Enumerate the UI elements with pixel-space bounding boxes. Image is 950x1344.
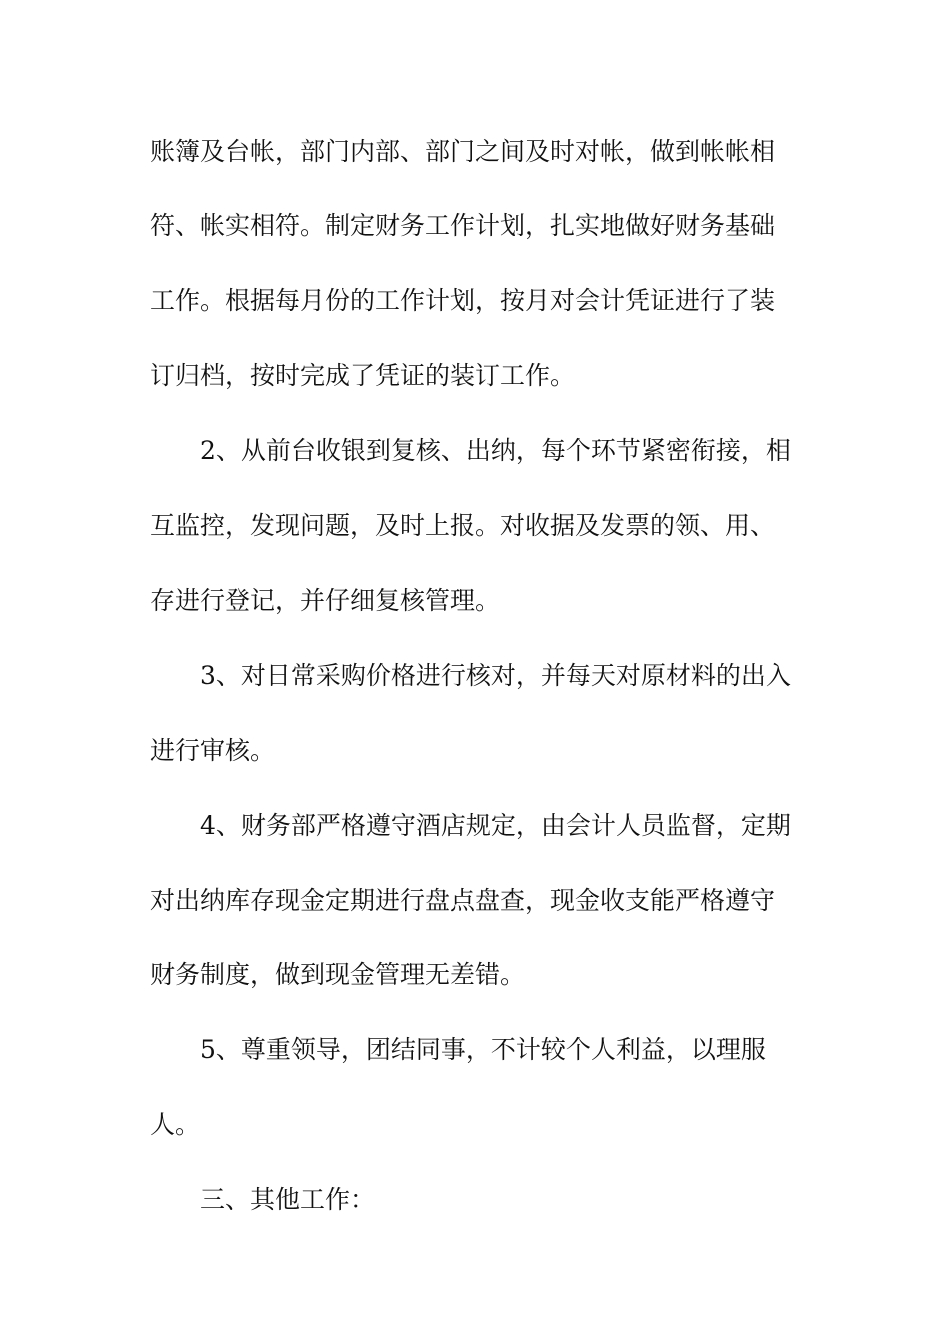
- list-item-2-line: 互监控，发现问题，及时上报。对收据及发票的领、用、: [150, 511, 776, 540]
- section-heading: 三、其他工作：: [200, 1185, 376, 1214]
- paragraph-line: 工作。根据每月份的工作计划，按月对会计凭证进行了装: [150, 286, 776, 315]
- paragraph-line: 账簿及台帐，部门内部、部门之间及时对帐，做到帐帐相: [150, 137, 776, 166]
- list-item-3-line: 进行审核。: [150, 736, 276, 765]
- list-item-4-line: 4、财务部严格遵守酒店规定，由会计人员监督，定期: [200, 811, 791, 840]
- list-item-5-line: 5、尊重领导，团结同事，不计较个人利益，以理服: [200, 1035, 766, 1064]
- list-item-2-line: 2、从前台收银到复核、出纳，每个环节紧密衔接，相: [200, 436, 791, 465]
- list-item-3-line: 3、对日常采购价格进行核对，并每天对原材料的出入: [200, 661, 791, 690]
- list-item-5-line: 人。: [150, 1110, 201, 1139]
- list-item-2-line: 存进行登记，并仔细复核管理。: [150, 586, 501, 615]
- paragraph-line: 订归档，按时完成了凭证的装订工作。: [150, 361, 576, 390]
- list-item-4-line: 对出纳库存现金定期进行盘点盘查，现金收支能严格遵守: [150, 886, 776, 915]
- paragraph-line: 符、帐实相符。制定财务工作计划，扎实地做好财务基础: [150, 211, 776, 240]
- list-item-4-line: 财务制度，做到现金管理无差错。: [150, 960, 526, 989]
